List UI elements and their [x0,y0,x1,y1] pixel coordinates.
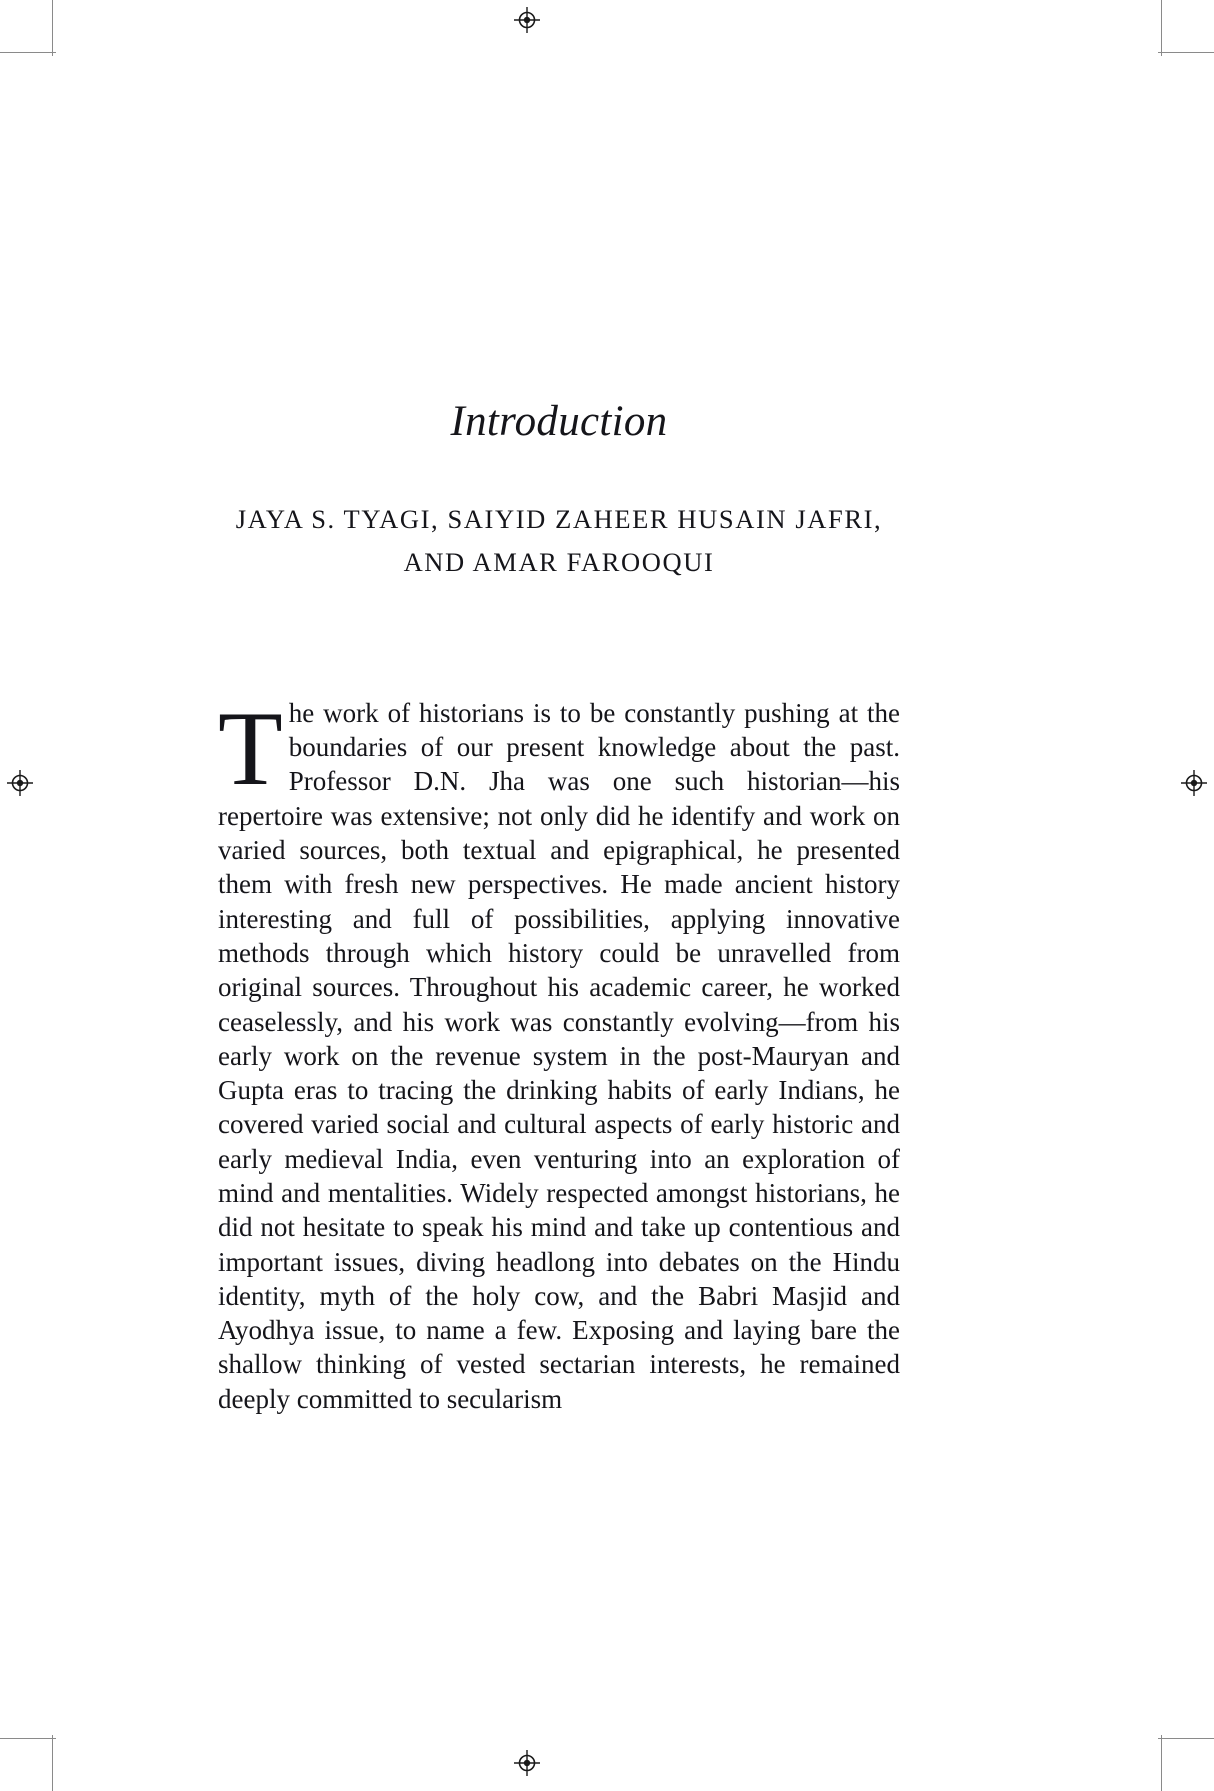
chapter-authors [218,443,900,584]
crop-mark-bottom-left-vertical [52,1735,53,1791]
author-line-2: AND AMAR FAROOQUI [403,546,715,577]
registration-target-icon-bottom [514,1750,540,1776]
crop-mark-top-left-vertical [52,0,53,56]
registration-target-icon-left [7,770,33,796]
crop-mark-bottom-right-vertical [1161,1735,1162,1791]
crop-mark-top-left-horizontal [0,52,56,53]
author-line-1: JAYA S. TYAGI, SAIYID ZAHEER HUSAIN JAFRI, [235,504,883,534]
chapter-title: Introduction [450,398,668,445]
crop-mark-top-right-vertical [1161,0,1162,56]
text-block [218,0,900,1416]
crop-mark-bottom-left-horizontal [0,1738,56,1739]
registration-target-icon-right [1181,770,1207,796]
crop-mark-top-right-horizontal [1158,52,1214,53]
crop-mark-bottom-right-horizontal [1158,1738,1214,1739]
body-paragraph: The work of historians is to be constantly pushing at the boundaries of our present knowledge about the past. Professor D.N. Jha was one such historian—his repertoire was extensive; not only did he identify and work on varied sources, both textual and epigraphical, he presented them with fresh new perspectives. He made ancient history interesting and full of possibilities, applying innovative methods through which history could be unravelled from original sources. Throughout his academic career, he worked ceaselessly, and his work was constantly evolving—from his early work on the revenue system in the post-Mauryan and Gupta eras to tracing the drinking habits of early Indians, he covered varied social and cultural aspects of early historic and early medieval India, even venturing into an exploration of mind and mentalities. Widely respected amongst historians, he did not hesitate to speak his mind and take up contentious and important issues, diving headlong into debates on the Hindu identity, myth of the holy cow, and the Babri Masjid and Ayodhya issue, to name a few. Exposing and laying bare the shallow thinking of vested sectarian interests, he remained deeply committed to secularism [218,689,900,1414]
